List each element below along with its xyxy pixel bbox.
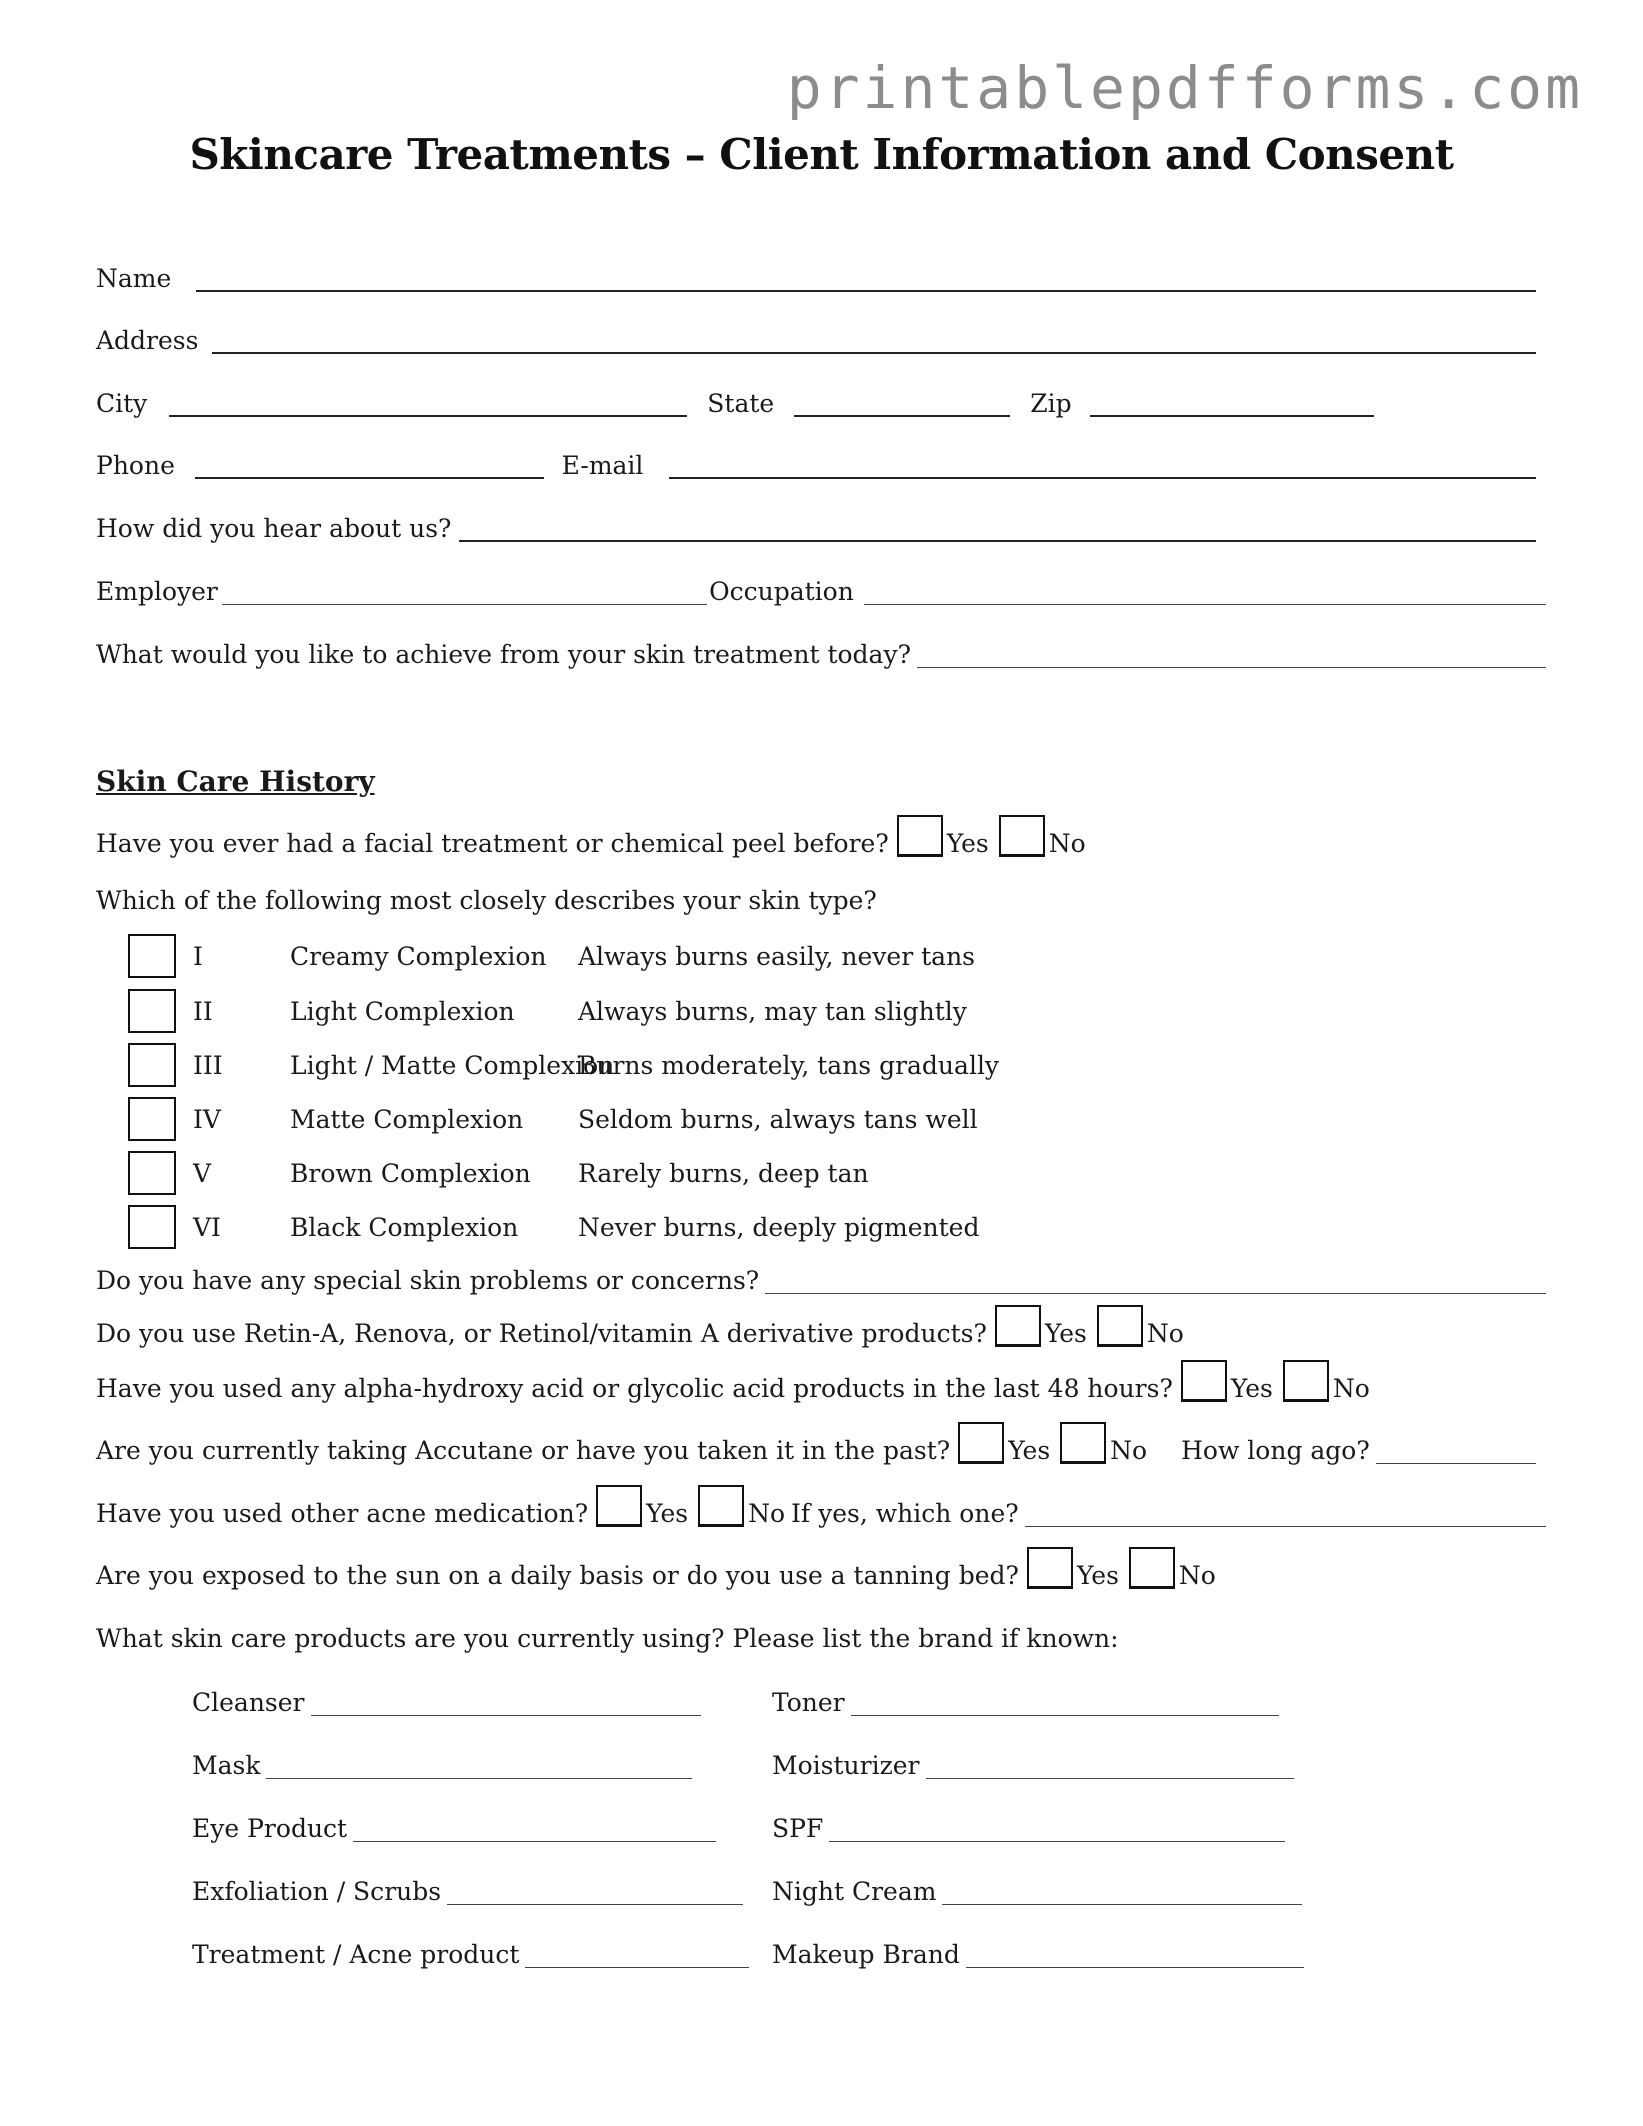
no-label: No — [1048, 829, 1086, 858]
skin-type-description: Always burns, may tan slightly — [578, 996, 967, 1026]
problems-row — [96, 1252, 1546, 1296]
night-cream-field[interactable] — [942, 1875, 1302, 1905]
skin-type-number: VI — [193, 1212, 221, 1242]
yes-label: Yes — [646, 1499, 689, 1528]
skin-type-checkbox[interactable] — [128, 989, 176, 1033]
skin-type-description: Burns moderately, tans gradually — [578, 1050, 1000, 1080]
address-row — [96, 312, 1536, 356]
exfoliation-field[interactable] — [447, 1875, 743, 1905]
aha-question-row — [96, 1360, 1536, 1404]
name-row — [96, 250, 1536, 294]
yes-label: Yes — [1008, 1436, 1051, 1465]
acne-no-checkbox[interactable] — [698, 1485, 744, 1527]
retin-yes-checkbox[interactable] — [995, 1305, 1041, 1347]
yes-label: Yes — [1230, 1374, 1273, 1403]
occupation-label: Occupation — [709, 577, 854, 606]
facial-yes-checkbox[interactable] — [897, 815, 943, 857]
no-label: No — [1332, 1374, 1370, 1403]
skin-type-row — [128, 1149, 869, 1197]
employer-label: Employer — [96, 577, 218, 606]
problems-label: Do you have any special skin problems or concerns? — [96, 1266, 760, 1295]
makeup-brand-field[interactable] — [966, 1938, 1304, 1968]
aha-yes-checkbox[interactable] — [1181, 1360, 1227, 1402]
yes-label: Yes — [1076, 1561, 1119, 1590]
skin-type-description: Rarely burns, deep tan — [578, 1158, 869, 1188]
toner-label: Toner — [772, 1688, 845, 1717]
moisturizer-field[interactable] — [926, 1749, 1294, 1779]
state-label: State — [707, 389, 775, 418]
cleanser-label: Cleanser — [192, 1688, 305, 1717]
acne-question-label: Have you used other acne medication? — [96, 1499, 589, 1528]
skin-type-description: Always burns easily, never tans — [578, 941, 975, 971]
address-field[interactable] — [212, 324, 1536, 354]
facial-no-checkbox[interactable] — [999, 815, 1045, 857]
eye-product-label: Eye Product — [192, 1814, 348, 1843]
skin-type-complexion: Light / Matte Complexion — [290, 1050, 615, 1080]
phone-row — [96, 437, 1536, 481]
retin-question-label: Do you use Retin-A, Renova, or Retinol/vitamin A derivative products? — [96, 1319, 987, 1348]
achieve-field[interactable] — [917, 638, 1546, 668]
sun-question-row — [96, 1547, 1536, 1591]
skin-type-complexion: Matte Complexion — [290, 1104, 524, 1134]
aha-no-checkbox[interactable] — [1283, 1360, 1329, 1402]
state-field[interactable] — [794, 387, 1010, 417]
skin-type-checkbox[interactable] — [128, 1043, 176, 1087]
eye-product-row — [192, 1804, 716, 1844]
hear-about-field[interactable] — [459, 512, 1536, 542]
email-label: E-mail — [561, 451, 644, 480]
acne-yes-checkbox[interactable] — [596, 1485, 642, 1527]
moisturizer-label: Moisturizer — [772, 1751, 920, 1780]
which-one-label: If yes, which one? — [791, 1499, 1019, 1528]
skin-type-number: V — [193, 1158, 212, 1188]
skin-type-number: IV — [193, 1104, 221, 1134]
aha-question-label: Have you used any alpha-hydroxy acid or glycolic acid products in the last 48 hours? — [96, 1374, 1173, 1403]
skin-type-question-label: Which of the following most closely describes your skin type? — [96, 886, 877, 915]
how-long-label: How long ago? — [1181, 1436, 1370, 1465]
facial-question-label: Have you ever had a facial treatment or chemical peel before? — [96, 829, 889, 858]
skin-type-row — [128, 1095, 978, 1143]
retin-question-row — [96, 1305, 1536, 1349]
sun-question-label: Are you exposed to the sun on a daily basis or do you use a tanning bed? — [96, 1561, 1019, 1590]
accutane-question-label: Are you currently taking Accutane or have you taken it in the past? — [96, 1436, 951, 1465]
page-title: Skincare Treatments – Client Information and Consent — [189, 130, 1454, 179]
zip-label: Zip — [1030, 389, 1072, 418]
skin-type-row — [128, 1203, 980, 1251]
sun-no-checkbox[interactable] — [1129, 1547, 1175, 1589]
spf-row — [772, 1804, 1285, 1844]
yes-label: Yes — [1044, 1319, 1087, 1348]
exfoliation-label: Exfoliation / Scrubs — [192, 1877, 442, 1906]
eye-product-field[interactable] — [353, 1812, 716, 1842]
skin-type-checkbox[interactable] — [128, 1151, 176, 1195]
spf-label: SPF — [772, 1814, 824, 1843]
no-label: No — [1146, 1319, 1184, 1348]
treatment-row — [192, 1930, 749, 1970]
skin-type-complexion: Creamy Complexion — [290, 941, 547, 971]
night-cream-row — [772, 1867, 1302, 1907]
hear-about-row — [96, 500, 1536, 544]
email-field[interactable] — [669, 449, 1536, 479]
exfoliation-row — [192, 1867, 743, 1907]
night-cream-label: Night Cream — [772, 1877, 937, 1906]
skin-type-checkbox[interactable] — [128, 1205, 176, 1249]
accutane-no-checkbox[interactable] — [1060, 1422, 1106, 1464]
employer-row — [96, 563, 1546, 607]
no-label: No — [1110, 1436, 1148, 1465]
products-question-label: What skin care products are you currently using? Please list the brand if known: — [96, 1624, 1119, 1653]
mask-field[interactable] — [266, 1749, 692, 1779]
employer-field[interactable] — [222, 575, 707, 605]
facial-question-row — [96, 815, 1536, 859]
products-question-row — [96, 1610, 1536, 1654]
treatment-label: Treatment / Acne product — [192, 1940, 520, 1969]
cleanser-row — [192, 1678, 701, 1718]
skin-type-number: III — [193, 1050, 223, 1080]
name-field[interactable] — [196, 262, 1536, 292]
spf-field[interactable] — [829, 1812, 1285, 1842]
watermark: printablepdfforms.com — [786, 54, 1583, 122]
skin-type-number: I — [193, 941, 203, 971]
accutane-yes-checkbox[interactable] — [958, 1422, 1004, 1464]
toner-row — [772, 1678, 1279, 1718]
city-label: City — [96, 389, 148, 418]
city-row — [96, 375, 1536, 419]
skin-type-question-row — [96, 872, 1536, 916]
toner-field[interactable] — [851, 1686, 1279, 1716]
problems-field[interactable] — [765, 1264, 1546, 1294]
section-title-skin-care-history: Skin Care History — [96, 765, 375, 798]
name-label: Name — [96, 264, 172, 293]
hear-about-label: How did you hear about us? — [96, 514, 452, 543]
cleanser-field[interactable] — [311, 1686, 701, 1716]
moisturizer-row — [772, 1741, 1294, 1781]
mask-label: Mask — [192, 1751, 261, 1780]
no-label: No — [1178, 1561, 1216, 1590]
achieve-row — [96, 626, 1546, 670]
skin-type-number: II — [193, 996, 213, 1026]
skin-type-complexion: Black Complexion — [290, 1212, 519, 1242]
makeup-brand-row — [772, 1930, 1304, 1970]
acne-question-row — [96, 1485, 1546, 1529]
sun-yes-checkbox[interactable] — [1027, 1547, 1073, 1589]
skin-type-description: Seldom burns, always tans well — [578, 1104, 978, 1134]
skin-type-row — [128, 932, 975, 980]
skin-type-row — [128, 987, 967, 1035]
phone-label: Phone — [96, 451, 175, 480]
phone-field[interactable] — [195, 449, 544, 479]
yes-label: Yes — [946, 829, 989, 858]
no-label: No — [748, 1499, 786, 1528]
skin-type-complexion: Brown Complexion — [290, 1158, 531, 1188]
treatment-field[interactable] — [525, 1938, 749, 1968]
which-one-field[interactable] — [1025, 1497, 1546, 1527]
skin-type-checkbox[interactable] — [128, 1097, 176, 1141]
zip-field[interactable] — [1090, 387, 1374, 417]
occupation-field[interactable] — [864, 575, 1546, 605]
skin-type-row — [128, 1041, 1000, 1089]
accutane-question-row — [96, 1422, 1536, 1466]
skin-type-complexion: Light Complexion — [290, 996, 515, 1026]
retin-no-checkbox[interactable] — [1097, 1305, 1143, 1347]
makeup-brand-label: Makeup Brand — [772, 1940, 960, 1969]
skin-type-description: Never burns, deeply pigmented — [578, 1212, 980, 1242]
skin-type-checkbox[interactable] — [128, 934, 176, 978]
city-field[interactable] — [169, 387, 687, 417]
how-long-field[interactable] — [1376, 1434, 1536, 1464]
mask-row — [192, 1741, 692, 1781]
address-label: Address — [96, 326, 199, 355]
achieve-label: What would you like to achieve from your skin treatment today? — [96, 640, 911, 669]
